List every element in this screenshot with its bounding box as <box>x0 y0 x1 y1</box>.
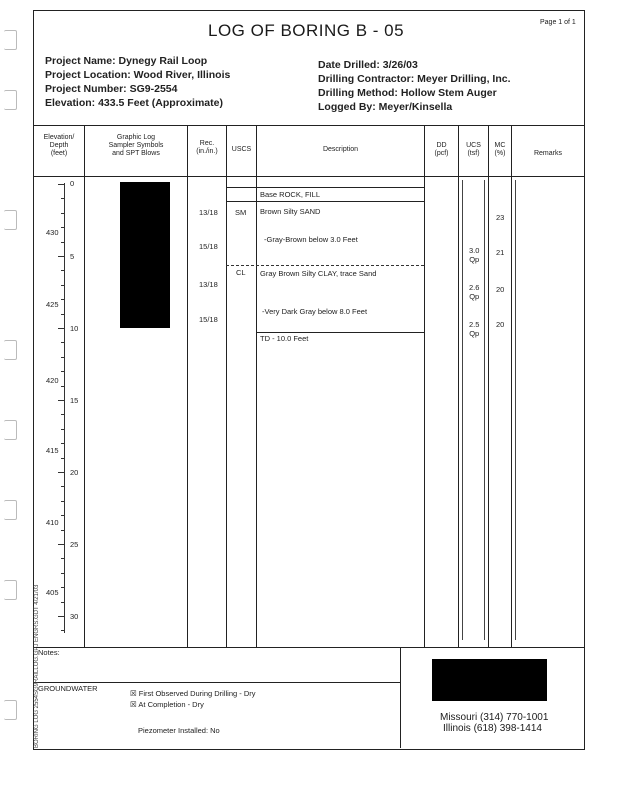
elevation-label: 420 <box>46 376 59 385</box>
depth-label: 0 <box>70 179 75 188</box>
binder-hole <box>4 340 17 360</box>
col-divider <box>458 125 459 647</box>
ucs-value: 2.5 Qp <box>469 320 480 338</box>
description-entry: -Gray-Brown below 3.0 Feet <box>264 235 358 244</box>
depth-tick <box>61 515 65 516</box>
stratum-boundary-dashed <box>226 265 424 266</box>
header-remarks: Remarks <box>533 150 562 157</box>
binder-hole <box>4 580 17 600</box>
date-drilled: Date Drilled: 3/26/03 <box>318 59 418 71</box>
depth-tick <box>58 400 65 401</box>
depth-tick <box>61 458 65 459</box>
depth-tick <box>58 472 65 473</box>
header-graphic-log: Graphic Log Sampler Symbols and SPT Blows <box>108 134 164 157</box>
depth-tick <box>61 558 65 559</box>
depth-tick <box>61 270 65 271</box>
depth-label: 30 <box>70 612 79 621</box>
col-divider <box>424 125 425 647</box>
phone-missouri: Missouri (314) 770-1001 <box>440 712 549 723</box>
depth-tick <box>61 587 65 588</box>
uscs-value: SM <box>235 208 247 217</box>
stratum-boundary <box>226 201 424 202</box>
col-divider <box>187 125 188 647</box>
depth-tick <box>61 371 65 372</box>
depth-label: 10 <box>70 324 79 333</box>
depth-tick <box>61 630 65 631</box>
uscs-value: CL <box>236 268 246 277</box>
rec-value: 13/18 <box>199 208 218 217</box>
header-mc: MC (%) <box>494 142 506 157</box>
elevation-label: 430 <box>46 228 59 237</box>
rec-value: 15/18 <box>199 315 218 324</box>
footer-right-box-divider <box>400 647 401 748</box>
completion-water: ☒ At Completion - Dry <box>130 700 204 709</box>
drilling-method: Drilling Method: Hollow Stem Auger <box>318 87 497 99</box>
table-top-border <box>33 125 584 126</box>
depth-label: 5 <box>70 252 75 261</box>
description-entry: TD - 10.0 Feet <box>260 334 309 343</box>
depth-tick <box>58 184 65 185</box>
depth-axis-line <box>64 183 65 633</box>
stratum-boundary <box>226 187 424 188</box>
elevation-label: 415 <box>46 446 59 455</box>
ucs-value: 2.6 Qp <box>469 283 480 301</box>
project-elevation: Elevation: 433.5 Feet (Approximate) <box>45 97 223 109</box>
depth-tick <box>61 285 65 286</box>
company-logo-redaction <box>432 659 547 701</box>
depth-label: 25 <box>70 540 79 549</box>
col-divider <box>84 125 85 647</box>
logged-by: Logged By: Meyer/Kinsella <box>318 101 453 113</box>
rec-value: 13/18 <box>199 280 218 289</box>
depth-tick <box>61 314 65 315</box>
depth-label: 20 <box>70 468 79 477</box>
binder-hole <box>4 420 17 440</box>
depth-tick <box>61 357 65 358</box>
depth-tick <box>61 242 65 243</box>
col-guide <box>462 180 463 640</box>
col-divider <box>511 125 512 647</box>
column-header-bottom-border <box>33 176 584 177</box>
groundwater-top-border <box>33 682 400 683</box>
graphic-log-redaction <box>120 182 170 328</box>
depth-tick <box>61 486 65 487</box>
depth-tick <box>61 602 65 603</box>
header-uscs: USCS <box>231 146 252 153</box>
binder-hole <box>4 500 17 520</box>
depth-tick <box>61 299 65 300</box>
mc-value: 23 <box>496 213 505 222</box>
page-number: Page 1 of 1 <box>540 19 576 26</box>
header-rec: Rec. (in./in.) <box>196 140 218 155</box>
stratum-boundary <box>256 332 424 333</box>
rec-value: 15/18 <box>199 242 218 251</box>
elevation-label: 425 <box>46 300 59 309</box>
description-entry: Gray Brown Silty CLAY, trace Sand <box>260 269 377 278</box>
col-guide <box>515 180 516 640</box>
col-divider <box>256 125 257 647</box>
depth-tick <box>58 544 65 545</box>
log-frame <box>33 10 585 750</box>
binder-hole <box>4 90 17 110</box>
first-observed-water: ☒ First Observed During Drilling - Dry <box>130 689 256 698</box>
project-number: Project Number: SG9-2554 <box>45 83 178 95</box>
depth-tick <box>61 573 65 574</box>
piezometer-status: Piezometer Installed: No <box>138 726 220 735</box>
depth-tick <box>61 501 65 502</box>
header-elev-depth: Elevation/ Depth (feet) <box>43 134 75 157</box>
phone-illinois: Illinois (618) 398-1414 <box>443 723 542 734</box>
side-file-label: BORING LOG 2554SG9RAILLOG.GPJ ENGRS.GDT 4/21/03 <box>34 584 40 748</box>
binder-hole <box>4 210 17 230</box>
mc-value: 20 <box>496 285 505 294</box>
mc-value: 20 <box>496 320 505 329</box>
drilling-contractor: Drilling Contractor: Meyer Drilling, Inc. <box>318 73 511 85</box>
description-entry: -Very Dark Gray below 8.0 Feet <box>262 307 368 316</box>
depth-tick <box>61 429 65 430</box>
depth-tick <box>61 386 65 387</box>
elevation-label: 410 <box>46 518 59 527</box>
log-title: LOG OF BORING B - 05 <box>208 21 405 40</box>
depth-tick <box>61 530 65 531</box>
depth-tick <box>61 342 65 343</box>
header-ucs: UCS (tsf) <box>466 142 481 157</box>
depth-tick <box>61 443 65 444</box>
groundwater-label: GROUNDWATER <box>38 684 98 693</box>
header-description: Description <box>322 146 358 153</box>
project-name: Project Name: Dynegy Rail Loop <box>45 55 208 67</box>
binder-hole <box>4 30 17 50</box>
depth-tick <box>61 227 65 228</box>
notes-top-border <box>33 647 584 648</box>
description-entry: Base ROCK, FILL <box>260 190 321 199</box>
depth-tick <box>58 256 65 257</box>
depth-label: 15 <box>70 396 79 405</box>
elevation-label: 405 <box>46 588 59 597</box>
ucs-value: 3.0 Qp <box>469 246 480 264</box>
mc-value: 21 <box>496 248 505 257</box>
col-guide <box>484 180 485 640</box>
depth-tick <box>61 198 65 199</box>
project-location: Project Location: Wood River, Illinois <box>45 69 231 81</box>
description-entry: Brown Silty SAND <box>260 207 321 216</box>
col-divider <box>226 125 227 647</box>
depth-tick <box>61 213 65 214</box>
depth-tick <box>58 616 65 617</box>
binder-hole <box>4 700 17 720</box>
header-dd: DD (pcf) <box>434 142 449 157</box>
notes-label: Notes: <box>38 648 60 657</box>
depth-tick <box>61 414 65 415</box>
depth-tick <box>58 328 65 329</box>
col-divider <box>488 125 489 647</box>
